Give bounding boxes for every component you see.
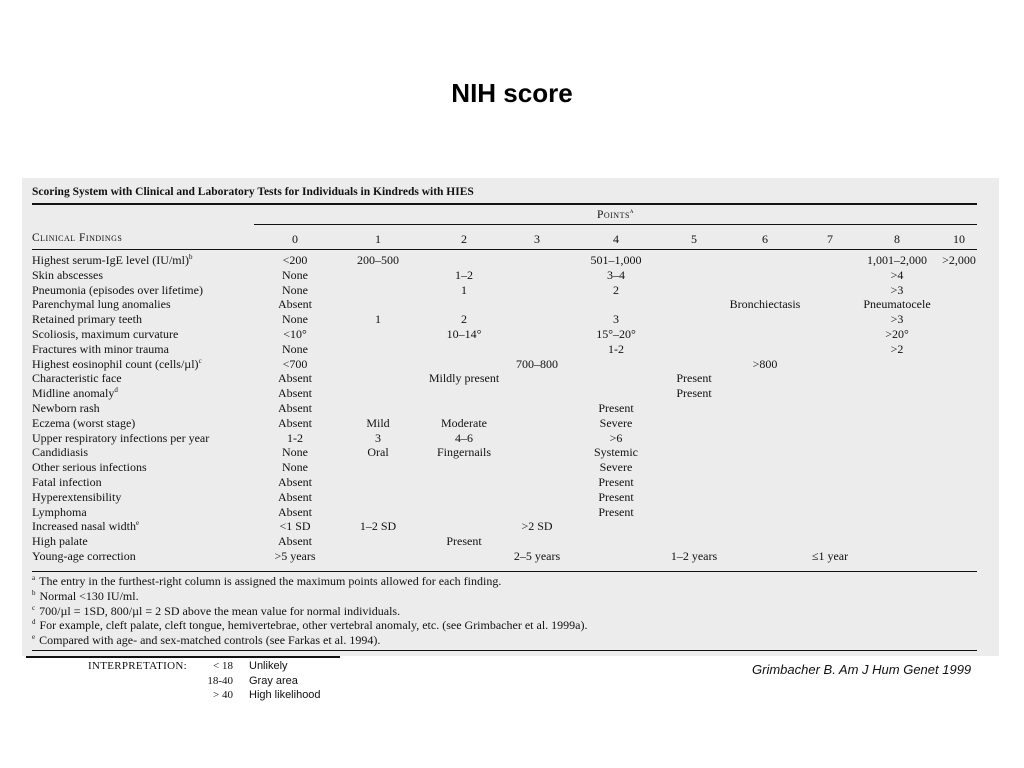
table-row — [22, 475, 999, 490]
table-cell: None — [282, 267, 308, 282]
table-cell: >5 years — [274, 549, 316, 563]
points-header: Points$^a$ — [596, 207, 635, 221]
table-cell: >6 — [609, 430, 623, 445]
row-label: Fatal infection — [32, 475, 102, 489]
table-cell: None — [282, 341, 308, 356]
table-cell: >2 SD — [521, 519, 553, 534]
column-header: 7 — [827, 232, 833, 246]
row-label: Retained primary teeth — [32, 312, 142, 327]
table-caption: Scoring System with Clinical and Laboratory Tests for Individuals in Kindreds with HIES — [32, 186, 474, 198]
table-cell: Absent — [278, 475, 312, 489]
column-header: 1 — [375, 232, 381, 246]
table-row — [22, 534, 999, 549]
row-label: Increased nasal width$^e$ — [32, 519, 140, 534]
table-cell: Absent — [278, 504, 312, 519]
table-cell: 15°–20° — [596, 327, 636, 341]
table-cell: 3 — [375, 430, 381, 445]
table-cell: 1–2 SD — [359, 519, 397, 534]
header-rule — [32, 249, 977, 250]
table-cell: >2,000 — [942, 253, 976, 267]
table-cell: None — [282, 445, 308, 460]
table-row — [22, 460, 999, 475]
row-label: Upper respiratory infections per year — [32, 430, 210, 445]
table-cell: 10–14° — [446, 327, 482, 341]
table-cell: >4 — [890, 267, 904, 282]
table-cell: Present — [598, 475, 634, 489]
table-cell: 1,001–2,000 — [867, 253, 927, 267]
table-cell: Present — [676, 386, 712, 401]
table-cell: Mild — [366, 415, 390, 430]
table-cell: Present — [676, 371, 712, 386]
table-cell: ≤1 year — [811, 549, 849, 563]
table-cell: 1–2 — [455, 267, 473, 282]
table-cell: <700 — [282, 356, 308, 371]
row-label: Fractures with minor trauma — [32, 341, 169, 356]
table-cell: >20° — [885, 327, 909, 341]
column-header: 4 — [613, 232, 619, 246]
table-row — [22, 490, 999, 505]
column-header: 10 — [953, 232, 965, 246]
table-row — [22, 401, 999, 416]
row-label: Skin abscesses — [32, 267, 103, 282]
table-cell: 2 — [613, 282, 619, 297]
table-cell: Pneumatocele — [863, 297, 931, 312]
table-row — [22, 297, 999, 312]
table-cell: 1-2 — [287, 430, 303, 445]
column-header: 8 — [894, 232, 900, 246]
clinical-findings-header: Clinical Findings — [32, 232, 123, 244]
footnote: $^b$ Normal <130 IU/ml. — [32, 588, 139, 603]
table-cell: <10° — [283, 327, 307, 341]
table-cell: 2–5 years — [513, 549, 561, 563]
table-cell: 2 — [461, 312, 467, 327]
table-row — [22, 519, 999, 534]
column-header: 2 — [461, 232, 467, 246]
body-rule — [32, 571, 977, 572]
table-cell: Mildly present — [428, 371, 500, 386]
row-label: Candidiasis — [32, 445, 88, 460]
row-label: Other serious infections — [32, 460, 147, 475]
row-label: Pneumonia (episodes over lifetime) — [32, 282, 203, 297]
row-label: Hyperextensibility — [32, 489, 122, 504]
table-cell: Present — [598, 401, 634, 415]
table-row — [22, 283, 999, 298]
table-cell: Oral — [367, 445, 389, 460]
table-cell: None — [282, 282, 308, 297]
interpretation-rule — [26, 656, 340, 658]
footnote: $^a$ The entry in the furthest-right column is assigned the maximum points allowed for each finding. — [32, 574, 502, 588]
table-cell: <1 SD — [279, 519, 311, 534]
table-row — [22, 386, 999, 401]
bottom-rule — [32, 650, 977, 651]
points-rule — [254, 224, 977, 225]
table-cell: 200–500 — [357, 253, 399, 267]
table-cell: >3 — [890, 282, 904, 297]
table-cell: Absent — [278, 386, 312, 401]
footnote: $^c$ 700/µl = 1SD, 800/µl = 2 SD above the mean value for normal individuals. — [32, 603, 401, 618]
table-row — [22, 505, 999, 520]
row-label: Scoliosis, maximum curvature — [32, 327, 179, 341]
table-cell: 501–1,000 — [590, 253, 642, 267]
interpretation-range: 18-40 — [207, 674, 233, 687]
table-cell: >3 — [890, 312, 904, 327]
table-cell: Severe — [599, 415, 633, 430]
row-label: High palate — [32, 534, 88, 549]
interpretation-range: < 18 — [213, 660, 233, 672]
table-cell: Present — [598, 489, 634, 504]
table-cell: Severe — [599, 460, 633, 475]
column-header: 0 — [292, 232, 298, 246]
interpretation-description: Gray area — [249, 674, 298, 687]
table-row — [22, 416, 999, 431]
table-cell: 1-2 — [608, 341, 624, 356]
table-row — [22, 431, 999, 446]
table-cell: 4–6 — [455, 430, 473, 445]
column-header: 3 — [534, 232, 540, 246]
table-row — [22, 357, 999, 372]
row-label: Midline anomaly$^d$ — [32, 386, 118, 401]
table-row — [22, 327, 999, 342]
table-cell: Systemic — [594, 445, 638, 460]
row-label: Parenchymal lung anomalies — [32, 297, 171, 312]
table-cell: None — [282, 460, 308, 475]
row-label: Newborn rash — [32, 401, 100, 415]
interpretation-label: INTERPRETATION: — [88, 660, 187, 672]
row-label: Highest eosinophil count (cells/µl)$^c$ — [32, 356, 202, 371]
table-cell: >2 — [890, 341, 904, 356]
interpretation-description: Unlikely — [249, 660, 288, 672]
table-cell: Absent — [278, 534, 312, 549]
column-header: 6 — [762, 232, 768, 246]
table-cell: 3–4 — [607, 267, 625, 282]
row-label: Eczema (worst stage) — [32, 415, 136, 430]
table-cell: Absent — [278, 415, 312, 430]
table-row — [22, 342, 999, 357]
interpretation-range: > 40 — [213, 689, 233, 701]
slide-title: NIH score — [451, 78, 573, 108]
table-row — [22, 549, 999, 564]
table-cell: Present — [598, 504, 634, 519]
table-cell: 1–2 years — [670, 549, 718, 563]
table-cell: 3 — [613, 312, 619, 327]
table-cell: Absent — [278, 371, 312, 386]
table-cell: Absent — [278, 297, 312, 312]
table-cell: 700–800 — [516, 356, 558, 371]
table-cell: Absent — [278, 489, 312, 504]
table-row — [22, 445, 999, 460]
table-cell: Bronchiectasis — [729, 297, 801, 312]
footnote: $^d$ For example, cleft palate, cleft tongue, hemivertebrae, other vertebral anomaly, etc. (see Grimbacher et al. 1999a). — [32, 618, 588, 633]
row-label: Characteristic face — [32, 371, 122, 386]
table-cell: Present — [446, 534, 482, 549]
table-cell: Moderate — [441, 415, 487, 430]
scoring-table-panel — [22, 178, 999, 656]
table-cell: None — [282, 312, 308, 327]
table-cell: 1 — [461, 282, 467, 297]
column-header: 5 — [691, 232, 697, 246]
table-row — [22, 268, 999, 283]
table-row — [22, 253, 999, 268]
top-rule — [32, 203, 977, 205]
citation: Grimbacher B. Am J Hum Genet 1999 — [752, 662, 972, 677]
row-label: Highest serum-IgE level $(IU/ml)^b$ — [32, 253, 193, 267]
table-row — [22, 371, 999, 386]
footnote: $^e$ Compared with age- and sex-matched controls (see Farkas et al. 1994). — [32, 633, 381, 648]
interpretation-description: High likelihood — [249, 689, 321, 701]
row-label: Young-age correction — [32, 549, 136, 563]
table-row — [22, 312, 999, 327]
table-cell: 1 — [375, 312, 381, 327]
table-cell: Absent — [278, 401, 312, 415]
row-label: Lymphoma — [32, 504, 87, 519]
table-cell: Fingernails — [437, 445, 491, 460]
table-cell: <200 — [282, 253, 308, 267]
table-cell: >800 — [752, 356, 778, 371]
